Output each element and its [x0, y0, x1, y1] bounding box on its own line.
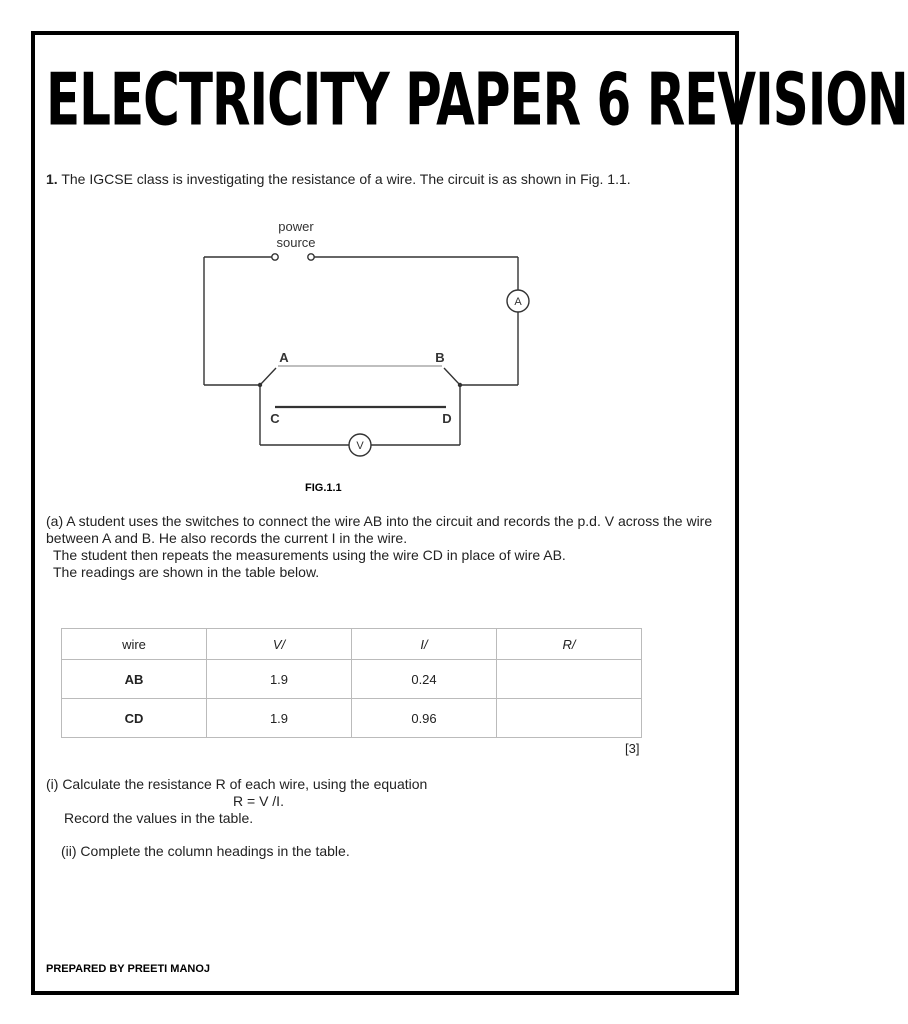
page-title: ELECTRICITY PAPER 6 REVISION — [46, 58, 908, 143]
cell-current: 0.96 — [352, 699, 497, 738]
header-voltage: V/ — [207, 629, 352, 660]
question-number: 1. — [46, 171, 58, 187]
header-resistance: R/ — [497, 629, 642, 660]
table-header-row — [62, 629, 642, 660]
cell-voltage: 1.9 — [207, 699, 352, 738]
footer-author: PREPARED BY PREETI MANOJ — [46, 963, 211, 975]
part-a-line-4: The readings are shown in the table below. — [53, 564, 320, 580]
power-label-2: source — [276, 235, 316, 250]
part-i-line-2: Record the values in the table. — [64, 810, 254, 826]
part-a-line-3: The student then repeats the measurements using the wire CD in place of wire AB. — [53, 547, 566, 563]
cell-voltage: 1.9 — [207, 660, 352, 699]
equation: R = V /I. — [233, 793, 284, 809]
cell-resistance[interactable] — [497, 660, 642, 699]
cell-wire: AB — [62, 660, 207, 699]
table-row — [62, 660, 642, 699]
marks-label: [3] — [625, 741, 640, 756]
cell-resistance[interactable] — [497, 699, 642, 738]
header-wire: wire — [62, 629, 207, 660]
part-i-line-1: (i) Calculate the resistance R of each wire, using the equation — [46, 776, 428, 792]
power-label-1: power — [278, 219, 314, 234]
question-text: The IGCSE class is investigating the resistance of a wire. The circuit is as shown in Fig. 1.1. — [61, 171, 631, 187]
question-intro — [46, 171, 631, 187]
table-row — [62, 699, 642, 738]
point-b-label: B — [435, 350, 445, 365]
figure-caption: FIG.1.1 — [305, 482, 342, 494]
point-d-label: D — [442, 411, 452, 426]
ammeter-label: A — [514, 296, 522, 308]
part-a-line-1: (a) A student uses the switches to connect the wire AB into the circuit and records the p.d. V across the wire — [46, 513, 713, 529]
point-c-label: C — [270, 411, 280, 426]
part-ii: (ii) Complete the column headings in the table. — [61, 843, 350, 859]
point-a-label: A — [279, 350, 289, 365]
results-table — [61, 628, 642, 738]
voltmeter-label: V — [356, 440, 364, 452]
circuit-diagram — [190, 210, 540, 470]
part-a-line-2: between A and B. He also records the current I in the wire. — [46, 530, 408, 546]
cell-current: 0.24 — [352, 660, 497, 699]
cell-wire: CD — [62, 699, 207, 738]
header-current: I/ — [352, 629, 497, 660]
